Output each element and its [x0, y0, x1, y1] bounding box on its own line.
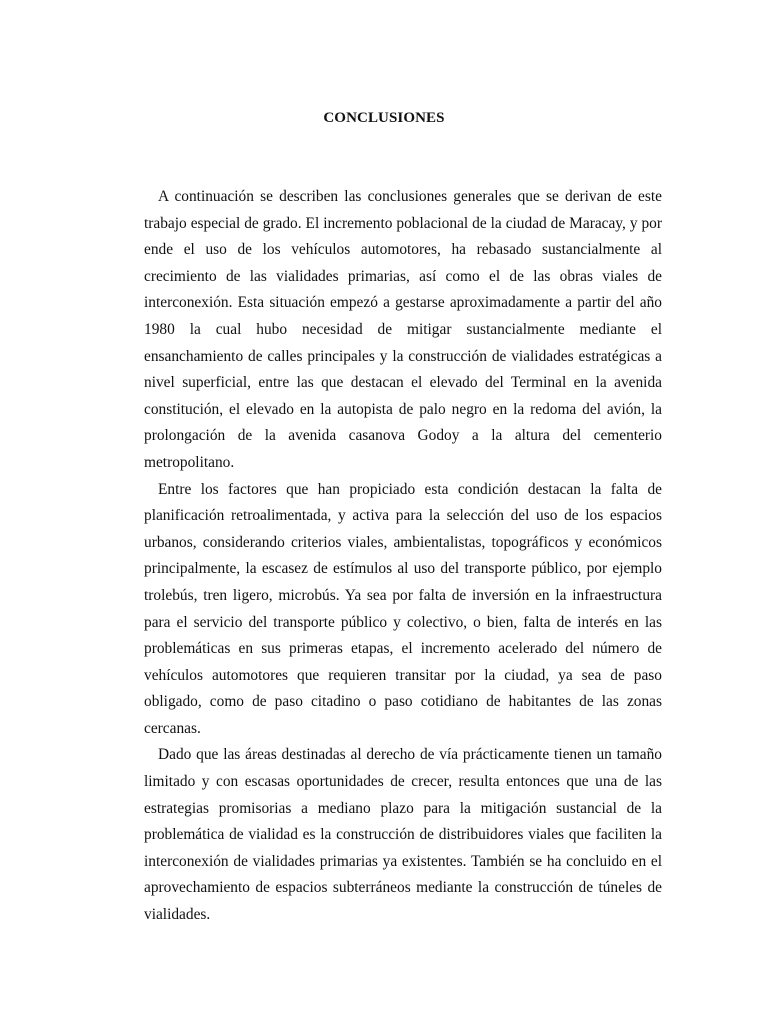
page-title: CONCLUSIONES: [323, 110, 445, 126]
paragraph-1: A continuación se describen las conclusiones generales que se derivan de este trabajo especial de grado. El incremento poblacional de la ciudad de Maracay, y por ende el uso de los vehículos automotores, ha rebasado sustancialmente al crecimiento de las vialidades primarias, así como el de las obras viales de interconexión. Esta situación empezó a gestarse aproximadamente a partir del año 1980 la cual hubo necesidad de mitigar sustancialmente mediante el ensanchamiento de calles principales y la construcción de vialidades estratégicas a nivel superficial, entre las que destacan el elevado del Terminal en la avenida constitución, el elevado en la autopista de palo negro en la redoma del avión, la prolongación de la avenida casanova Godoy a la altura del cementerio metropolitano.: [144, 188, 662, 471]
paragraph-2: Entre los factores que han propiciado esta condición destacan la falta de planificación retroalimentada, y activa para la selección del uso de los espacios urbanos, considerando criterios viales, ambientalistas, topográficos y económicos principalmente, la escasez de estímulos al uso del transporte público, por ejemplo trolebús, tren ligero, microbús. Ya sea por falta de inversión en la infraestructura para el servicio del transporte público y colectivo, o bien, falta de interés en las problemáticas en sus primeras etapas, el incremento acelerado del número de vehículos automotores que requieren transitar por la ciudad, ya sea de paso obligado, como de paso citadino o paso cotidiano de habitantes de las zonas cercanas.: [144, 480, 662, 737]
paragraph-3: Dado que las áreas destinadas al derecho de vía prácticamente tienen un tamaño limitado y con escasas oportunidades de crecer, resulta entonces que una de las estrategias promisorias a mediano plazo para la mitigación sustancial de la problemática de vialidad es la construcción de distribuidores viales que faciliten la interconexión de vialidades primarias ya existentes. También se ha concluido en el aprovechamiento de espacios subterráneos mediante la construcción de túneles de vialidades.: [144, 746, 662, 924]
document-body: [144, 184, 662, 929]
